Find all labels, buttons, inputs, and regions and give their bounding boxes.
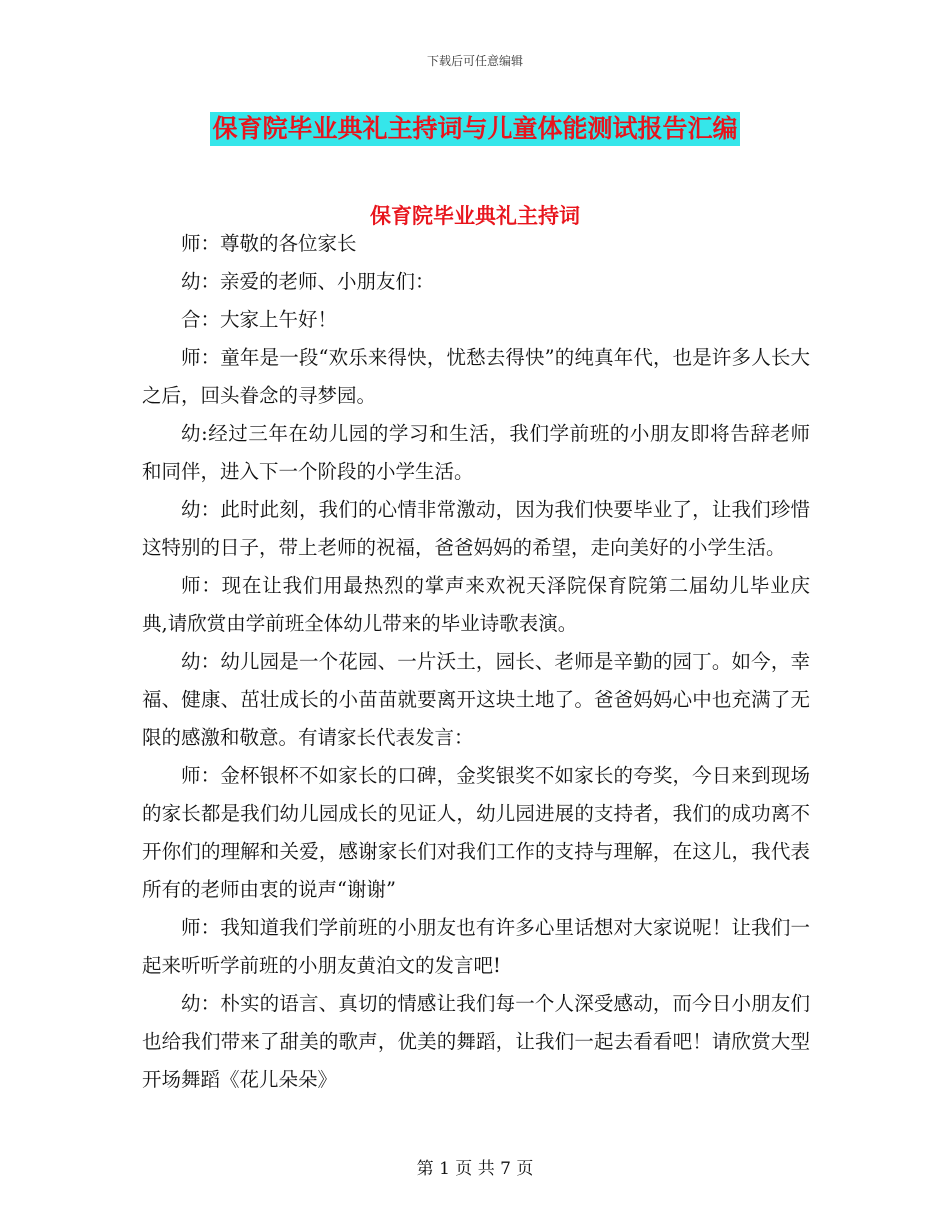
paragraph: 师：童年是一段“欢乐来得快，忧愁去得快”的纯真年代，也是许多人长大之后，回头眷念的寻梦园。 <box>142 346 810 407</box>
paragraph: 合：大家上午好！ <box>181 308 338 331</box>
paragraph: 师：尊敬的各位家长 <box>181 232 357 255</box>
page-footer: 第 1 页 共 7 页 <box>416 1159 534 1179</box>
document-title: 保育院毕业典礼主持词与儿童体能测试报告汇编 <box>210 112 739 146</box>
header-note: 下载后可任意编辑 <box>426 54 523 68</box>
paragraph: 幼：幼儿园是一个花园、一片沃土，园长、老师是辛勤的园丁。如今，幸福、健康、茁壮成长的小苗苗就要离开这块土地了。爸爸妈妈心中也充满了无限的感激和敬意。有请家长代表发言： <box>142 650 810 749</box>
paragraph: 师：现在让我们用最热烈的掌声来欢祝天泽院保育院第二届幼儿毕业庆典,请欣赏由学前班全体幼儿带来的毕业诗歌表演。 <box>142 574 810 635</box>
paragraph: 师：我知道我们学前班的小朋友也有许多心里话想对大家说呢！让我们一起来听听学前班的小朋友黄泊文的发言吧! <box>142 916 810 977</box>
paragraph: 师：金杯银杯不如家长的口碑，金奖银奖不如家长的夸奖，今日来到现场的家长都是我们幼儿园成长的见证人，幼儿园进展的支持者，我们的成功离不开你们的理解和关爱，感谢家长们对我们工作的支持与理解，在这儿，我代表所有的老师由衷的说声“谢谢” <box>142 764 810 901</box>
paragraph: 幼:经过三年在幼儿园的学习和生活，我们学前班的小朋友即将告辞老师和同伴，进入下一个阶段的小学生活。 <box>142 422 810 483</box>
section-title: 保育院毕业典礼主持词 <box>370 204 580 228</box>
document-body <box>142 225 810 1099</box>
paragraph: 幼：亲爱的老师、小朋友们： <box>181 270 435 293</box>
paragraph: 幼：朴实的语言、真切的情感让我们每一个人深受感动，而今日小朋友们也给我们带来了甜美的歌声，优美的舞蹈，让我们一起去看看吧！请欣赏大型开场舞蹈《花儿朵朵》 <box>142 992 810 1091</box>
document-title-container <box>0 112 950 146</box>
paragraph: 幼：此时此刻，我们的心情非常激动，因为我们快要毕业了，让我们珍惜这特别的日子，带上老师的祝福，爸爸妈妈的希望，走向美好的小学生活。 <box>142 498 810 559</box>
